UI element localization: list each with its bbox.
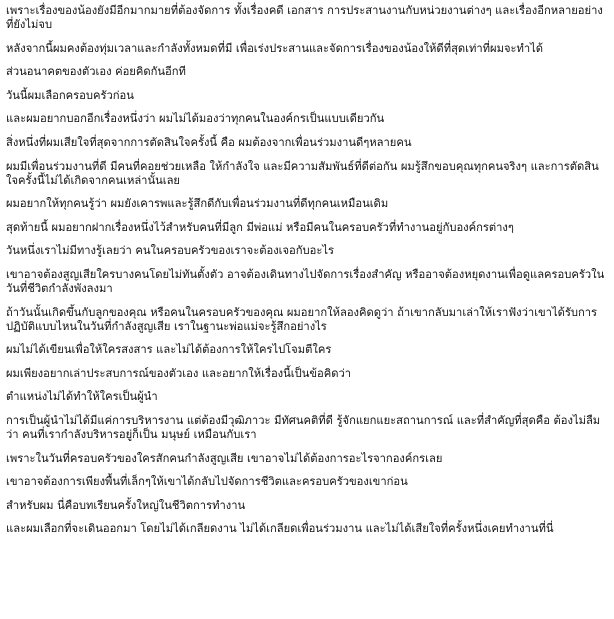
paragraph: การเป็นผู้นำไม่ได้มีแค่การบริหารงาน แต่ต้องมีวุฒิภาวะ มีทัศนคติที่ดี รู้จักแยกแยะสถานการณ์ และที่สำคัญที่สุดคือ ต้องไม่ลืมว่า คนที่เรากำลังบริหารอยู่ก็เป็น มนุษย์ เหมือนกับเรา <box>6 413 601 441</box>
paragraph: สุดท้ายนี้ ผมอยากฝากเรื่องหนึ่งไว้สำหรับคนที่มีลูก มีพ่อแม่ หรือมีคนในครอบครัวที่ทำงานอยู่กับองค์กรต่างๆ <box>6 220 514 234</box>
paragraph: และผมเลือกที่จะเดินออกมา โดยไม่ได้เกลียดงาน ไม่ได้เกลียดเพื่อนร่วมงาน และไม่ได้เสียใจที่ครั้งหนึ่งเคยทำงานที่นี่ <box>6 522 554 536</box>
paragraph: ตำแหน่งไม่ได้ทำให้ใครเป็นผู้นำ <box>6 390 158 404</box>
paragraph: วันนี้ผมเลือกครอบครัวก่อน <box>6 88 134 102</box>
paragraph: และผมอยากบอกอีกเรื่องหนึ่งว่า ผมไม่ได้มองว่าทุกคนในองค์กรเป็นแบบเดียวกัน <box>6 112 385 126</box>
paragraph: เพราะเรื่องของน้องยังมีอีกมากมายที่ต้องจัดการ ทั้งเรื่องคดี เอกสาร การประสานงานกับหน่วยงานต่างๆ และเรื่องอีกหลายอย่างที่ยังไม่จบ <box>6 4 603 31</box>
paragraph: วันหนึ่งเราไม่มีทางรู้เลยว่า คนในครอบครัวของเราจะต้องเจอกับอะไร <box>6 244 335 258</box>
paragraph: ผมเพียงอยากเล่าประสบการณ์ของตัวเอง และอยากให้เรื่องนี้เป็นข้อคิดว่า <box>6 366 352 380</box>
paragraph: หลังจากนี้ผมคงต้องทุ่มเวลาและกำลังทั้งหมดที่มี เพื่อเร่งประสานและจัดการเรื่องของน้องให้ดีที่สุดเท่าที่ผมจะทำได้ <box>6 41 544 55</box>
paragraph: สิ่งหนึ่งที่ผมเสียใจที่สุดจากการตัดสินใจครั้งนี้ คือ ผมต้องจากเพื่อนร่วมงานดีๆหลายคน <box>6 135 412 149</box>
paragraph: ผมมีเพื่อนร่วมงานที่ดี มีคนที่คอยช่วยเหลือ ให้กำลังใจ และมีความสัมพันธ์ที่ดีต่อกัน ผมรู้สึกขอบคุณทุกคนจริงๆ และการตัดสินใจครั้งนี้ไม่ได้เกิดจากคนเหล่านั้นเลย <box>6 159 599 187</box>
paragraph: เพราะในวันที่ครอบครัวของใครสักคนกำลังสูญเสีย เขาอาจไม่ได้ต้องการอะไรจากองค์กรเลย <box>6 451 443 465</box>
paragraph: เขาอาจต้องสูญเสียใครบางคนโดยไม่ทันตั้งตัว อาจต้องเดินทางไปจัดการเรื่องสำคัญ หรืออาจต้องหยุดงานเพื่อดูแลครอบครัวในวันที่ชีวิตกำลังพังลงมา <box>6 267 605 295</box>
paragraph: เขาอาจต้องการเพียงพื้นที่เล็กๆให้เขาได้กลับไปจัดการชีวิตและครอบครัวของเขาก่อน <box>6 475 408 489</box>
paragraph: ส่วนอนาคตของตัวเอง ค่อยคิดกันอีกที <box>6 65 186 79</box>
paragraph: ผมอยากให้ทุกคนรู้ว่า ผมยังเคารพและรู้สึกดีกับเพื่อนร่วมงานที่ดีทุกคนเหมือนเดิม <box>6 197 389 211</box>
paragraph: สำหรับผม นี่คือบทเรียนครั้งใหญ่ในชีวิตการทำงาน <box>6 498 246 512</box>
paragraph: ถ้าวันนั้นเกิดขึ้นกับลูกของคุณ หรือคนในครอบครัวของคุณ ผมอยากให้ลองคิดดูว่า ถ้าเขากลับมาเล่าให้เราฟังว่าเขาได้รับการปฏิบัติแบบไหนในวันที่กำลังสูญเสีย เราในฐานะพ่อแม่จะรู้สึกอย่างไร <box>6 305 598 333</box>
paragraph: ผมไม่ได้เขียนเพื่อให้ใครสงสาร และไม่ได้ต้องการให้ใครไปโจมตีใคร <box>6 343 332 357</box>
